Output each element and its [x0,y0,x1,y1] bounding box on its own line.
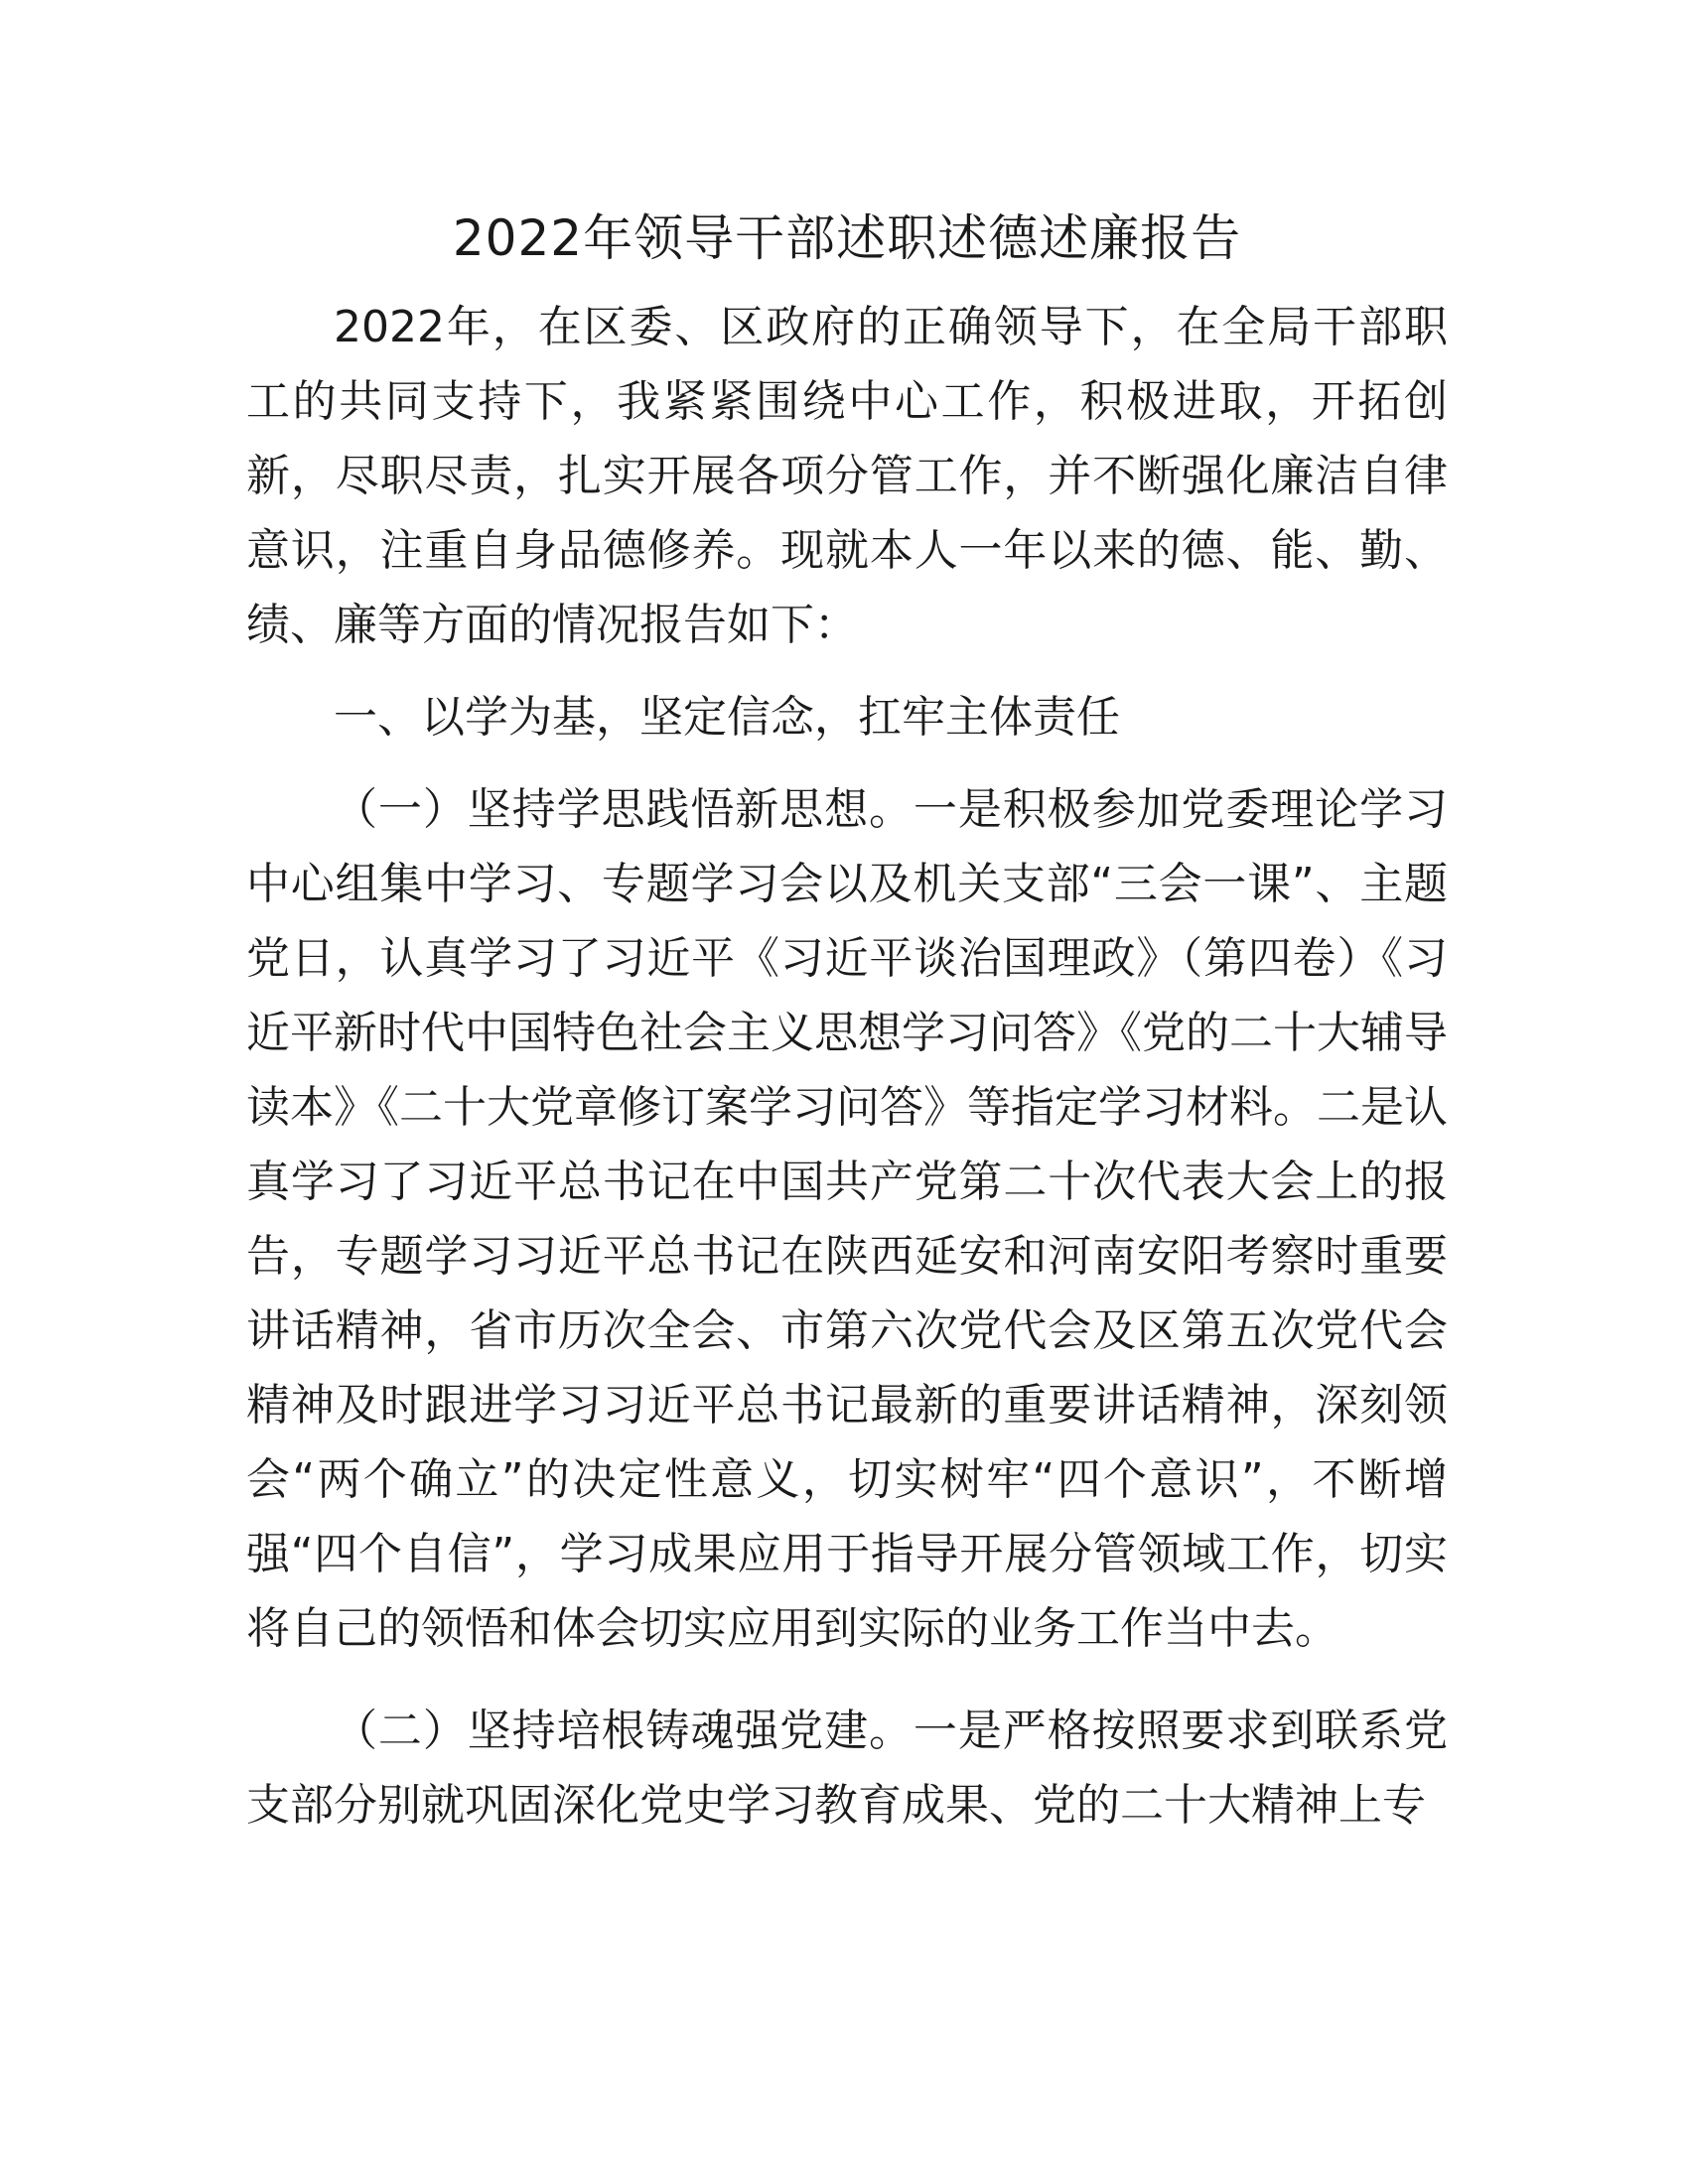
document-page [246,199,1448,1843]
subsection-2-paragraph: （二）坚持培根铸魂强党建。一是严格按照要求到联系党支部分别就巩固深化党史学习教育成果、党的二十大精神上专 [246,1706,1448,1831]
subsection-1-paragraph: （一）坚持学思践悟新思想。一是积极参加党委理论学习中心组集中学习、专题学习会以及机关支部“三会一课”、主题党日，认真学习了习近平《习近平谈治国理政》（第四卷）《习近平新时代中国特色社会主义思想学习问答》《党的二十大辅导读本》《二十大党章修订案学习问答》等指定学习材料。二是认真学习了习近平总书记在中国共产党第二十次代表大会上的报告，专题学习习近平总书记在陕西延安和河南安阳考察时重要讲话精神，省市历次全会、市第六次党代会及区第五次党代会精神及时跟进学习习近平总书记最新的重要讲话精神，深刻领会“两个确立”的决定性意义，切实树牢“四个意识”，不断增强“四个自信”，学习成果应用于指导开展分管领域工作，切实将自己的领悟和体会切实应用到实际的业务工作当中去。 [246,784,1448,1654]
section-heading-1: 一、以学为基，坚定信念，扛牢主体责任 [334,692,1120,743]
intro-paragraph: 2022年，在区委、区政府的正确领导下，在全局干部职工的共同支持下，我紧紧围绕中心工作，积极进取，开拓创新，尽职尽责，扎实开展各项分管工作，并不断强化廉洁自律意识，注重自身品德修养。现就本人一年以来的德、能、勤、绩、廉等方面的情况报告如下： [246,302,1448,650]
document-title: 2022年领导干部述职述德述廉报告 [452,209,1242,267]
